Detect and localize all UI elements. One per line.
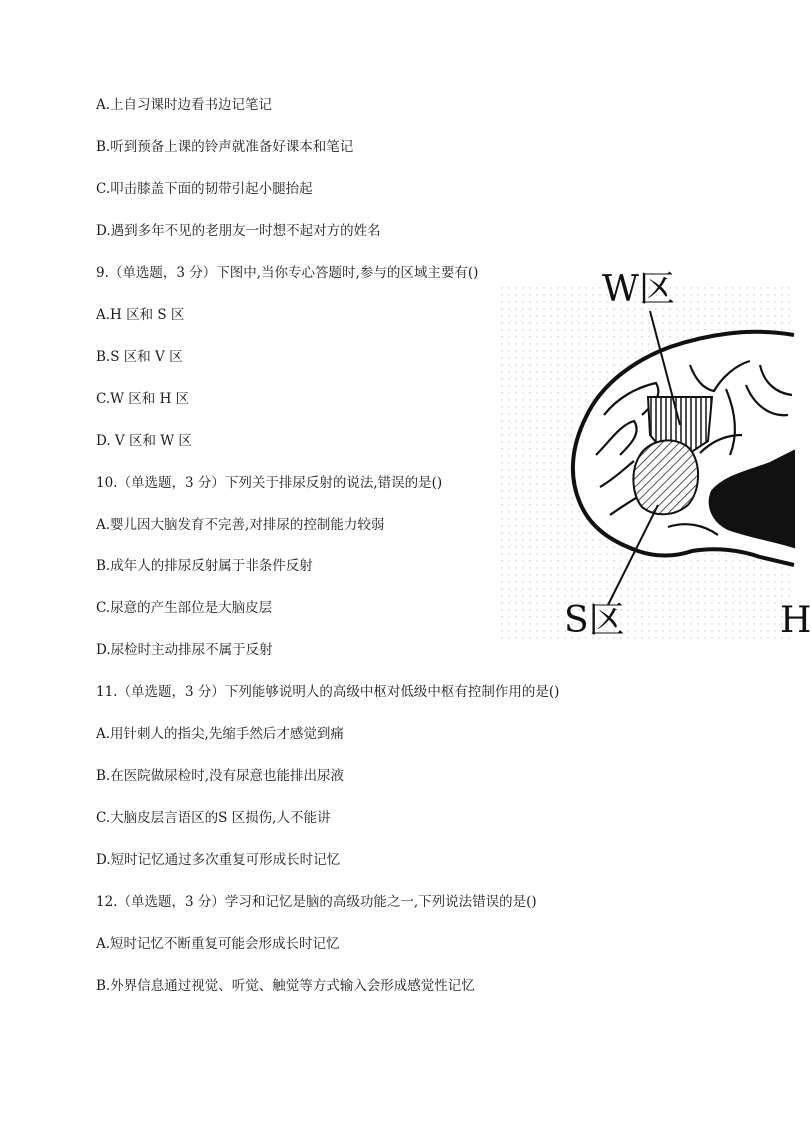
option-8a: A.上自习课时边看书边记笔记 <box>96 97 273 113</box>
option-11b: B.在医院做尿检时,没有尿意也能排出尿液 <box>96 768 345 784</box>
question-11: 11.（单选题，3 分）下列能够说明人的高级中枢对低级中枢有控制作用的是() <box>96 684 560 700</box>
s-area <box>633 440 698 514</box>
option-11d: D.短时记忆通过多次重复可形成长时记忆 <box>96 852 341 868</box>
option-9d: D. V 区和 W 区 <box>96 433 192 449</box>
option-8d: D.遇到多年不见的老朋友一时想不起对方的姓名 <box>96 223 381 239</box>
option-10c: C.尿意的产生部位是大脑皮层 <box>96 600 273 616</box>
option-9b: B.S 区和 V 区 <box>96 349 183 365</box>
option-8b: B.听到预备上课的铃声就准备好课本和笔记 <box>96 139 354 155</box>
option-8c: C.叩击膝盖下面的韧带引起小腿抬起 <box>96 181 313 197</box>
option-12a: A.短时记忆不断重复可能会形成长时记忆 <box>96 936 340 952</box>
option-12b: B.外界信息通过视觉、听觉、触觉等方式输入会形成感觉性记忆 <box>96 978 475 994</box>
h-area-label: H <box>780 600 811 641</box>
question-10: 10.（单选题，3 分）下列关于排尿反射的说法,错误的是() <box>96 475 443 491</box>
option-11c: C.大脑皮层言语区的S 区损伤,人不能讲 <box>96 810 331 826</box>
s-area-label: S区 <box>564 600 625 641</box>
option-10a: A.婴儿因大脑发育不完善,对排尿的控制能力较弱 <box>96 517 385 533</box>
question-9: 9.（单选题，3 分）下图中,当你专心答题时,参与的区域主要有() <box>96 265 479 281</box>
brain-figure <box>500 265 811 641</box>
option-9c: C.W 区和 H 区 <box>96 391 190 407</box>
option-10b: B.成年人的排尿反射属于非条件反射 <box>96 558 313 574</box>
brain-diagram <box>500 265 794 640</box>
option-10d: D.尿检时主动排尿不属于反射 <box>96 642 273 658</box>
option-9a: A.H 区和 S 区 <box>96 307 185 323</box>
question-12: 12.（单选题，3 分）学习和记忆是脑的高级功能之一,下列说法错误的是() <box>96 894 537 910</box>
w-area-label: W区 <box>602 269 676 310</box>
option-11a: A.用针刺人的指尖,先缩手然后才感觉到痛 <box>96 726 344 742</box>
